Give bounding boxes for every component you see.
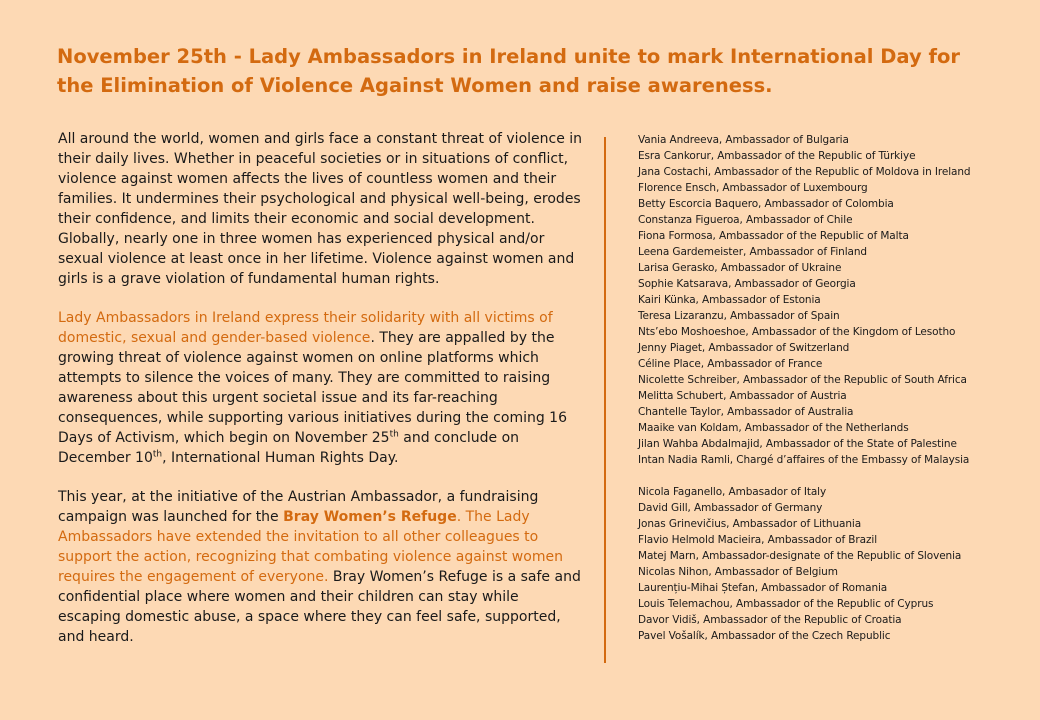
signatories-list-ambassadresses [638, 132, 1028, 468]
paragraph-solidarity-text-b: and conclude on December 10 [58, 430, 520, 466]
signatory-item: Larisa Gerasko, Ambassador of Ukraine [638, 262, 842, 274]
signatory-item: Louis Telemachou, Ambassador of the Republic of Cyprus [638, 598, 934, 610]
signatory-item: Betty Escorcia Baquero, Ambassador of Colombia [638, 198, 894, 210]
page-title: November 25th - Lady Ambassadors in Ireland unite to mark International Day for the Elimination of Violence Against Women and raise awareness. [57, 45, 960, 97]
signatories-list-ambassadors [638, 484, 1028, 644]
paragraph-fundraising-text-b: Bray Women’s Refuge is a safe and confidential place where women and their children can stay while escaping domestic abuse, a space where they can feel safe, supported, and heard. [58, 569, 581, 645]
bray-womens-refuge-link[interactable]: Bray Women’s Refuge [283, 509, 457, 525]
signatory-item: Pavel Vošalík, Ambassador of the Czech Republic [638, 630, 891, 642]
signatory-item: Teresa Lizaranzu, Ambassador of Spain [638, 310, 840, 322]
paragraph-fundraising [58, 487, 583, 647]
signatory-item: Esra Cankorur, Ambassador of the Republic of Türkiye [638, 150, 916, 162]
signatory-item: Kairi Künka, Ambassador of Estonia [638, 294, 821, 306]
signatory-item: Laurențiu-Mihai Ștefan, Ambassador of Romania [638, 582, 888, 594]
signatory-item: Jana Costachi, Ambassador of the Republic of Moldova in Ireland [638, 166, 971, 178]
signatory-item: Nts’ebo Moshoeshoe, Ambassador of the Kingdom of Lesotho [638, 326, 956, 338]
signatory-item: Céline Place, Ambassador of France [638, 358, 823, 370]
paragraph-solidarity-text-a: . They are appalled by the growing threat of violence against women on online platforms which attempts to silence the voices of many. They are committed to raising awareness about this urgent societal issue and its far-reaching consequences, while supporting various initiatives during the coming 16 Days of Activism, which begin on November 25 [58, 330, 567, 446]
ordinal-suffix-2: th [152, 449, 163, 460]
signatory-item: Jonas Grinevičius, Ambassador of Lithuania [638, 518, 862, 530]
signatory-item: David Gill, Ambassador of Germany [638, 502, 823, 514]
signatory-item: Jenny Piaget, Ambassador of Switzerland [638, 342, 850, 354]
signatory-item: Florence Ensch, Ambassador of Luxembourg [638, 182, 868, 194]
signatory-item: Constanza Figueroa, Ambassador of Chile [638, 214, 853, 226]
signatories-column [638, 132, 1028, 644]
signatory-item: Maaike van Koldam, Ambassador of the Netherlands [638, 422, 909, 434]
signatory-item: Leena Gardemeister, Ambassador of Finland [638, 246, 867, 258]
signatory-item: Chantelle Taylor, Ambassador of Australia [638, 406, 854, 418]
signatory-item: Melitta Schubert, Ambassador of Austria [638, 390, 847, 402]
signatory-item: Matej Marn, Ambassador-designate of the Republic of Slovenia [638, 550, 962, 562]
signatory-item: Vania Andreeva, Ambassador of Bulgaria [638, 134, 849, 146]
signatory-item: Sophie Katsarava, Ambassador of Georgia [638, 278, 856, 290]
solidarity-highlight: Lady Ambassadors in Ireland express their solidarity with all victims of domestic, sexual and gender-based violence [58, 310, 553, 346]
signatory-item: Fiona Formosa, Ambassador of the Republic of Malta [638, 230, 909, 242]
signatory-item: Flavio Helmold Macieira, Ambassador of Brazil [638, 534, 878, 546]
signatory-item: Nicola Faganello, Ambasador of Italy [638, 486, 827, 498]
column-divider [604, 137, 606, 663]
ordinal-suffix-1: th [389, 429, 399, 440]
signatory-item: Nicolas Nihon, Ambassador of Belgium [638, 566, 838, 578]
signatory-item: Nicolette Schreiber, Ambassador of the Republic of South Africa [638, 374, 967, 386]
main-text-column [58, 129, 583, 666]
signatory-item: Intan Nadia Ramli, Chargé d’affaires of the Embassy of Malaysia [638, 454, 970, 466]
paragraph-solidarity-text-c: , International Human Rights Day. [162, 450, 399, 466]
signatory-item: Jilan Wahba Abdalmajid, Ambassador of the State of Palestine [638, 438, 957, 450]
paragraph-solidarity [58, 308, 583, 468]
invitation-highlight: . The Lady Ambassadors have extended the invitation to all other colleagues to support the action, recognizing that combating violence against women requires the engagement of everyone. [58, 509, 563, 585]
paragraph-intro: All around the world, women and girls face a constant threat of violence in their daily lives. Whether in peaceful societies or in situations of conflict, violence against women affects the lives of countless women and their families. It undermines their psychological and physical well-being, erodes their confidence, and limits their economic and social development. Globally, nearly one in three women has experienced physical and/or sexual violence at least once in her lifetime. Violence against women and girls is a grave violation of fundamental human rights. [58, 131, 583, 287]
signatory-item: Davor Vidiš, Ambassador of the Republic of Croatia [638, 614, 902, 626]
paragraph-fundraising-text-a: This year, at the initiative of the Austrian Ambassador, a fundraising campaign was launched for the [58, 489, 539, 525]
